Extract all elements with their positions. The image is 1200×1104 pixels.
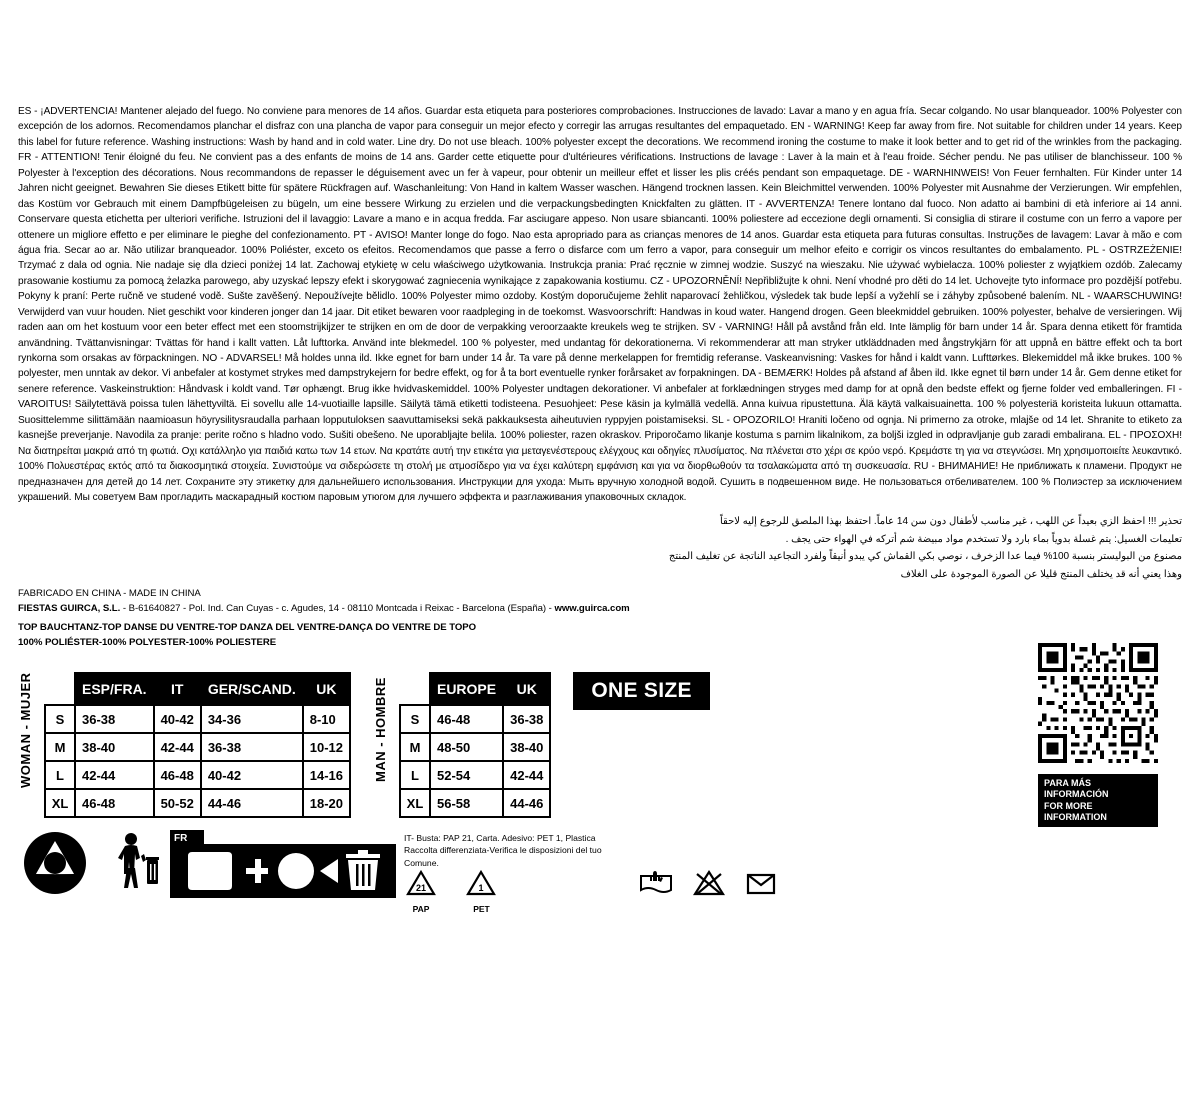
woman-col-4: UK	[303, 673, 350, 705]
man-row-0-europe: 46-48	[430, 705, 503, 733]
made-in-line: FABRICADO EN CHINA - MADE IN CHINA	[18, 588, 201, 599]
qr-caption-en: FOR MORE INFORMATION	[1044, 800, 1107, 822]
man-size-table	[399, 672, 551, 818]
svg-text:21: 21	[415, 883, 427, 893]
material-triangle-pap-label: PAP	[412, 904, 430, 914]
manufacturer-block	[18, 587, 630, 650]
arabic-line-3: مصنوع من البوليستر بنسبة 100% فيما عدا الزخرف ، نوصي بكي القماش كي يبدو أنيقاً ولفرد التجاعيد الناتجة عن تغليف المنتج	[668, 551, 1182, 562]
material-triangles	[404, 868, 520, 917]
woman-col-2: IT	[154, 673, 201, 705]
man-row-2-europe: 52-54	[430, 761, 503, 789]
company-website[interactable]: www.guirca.com	[554, 602, 630, 614]
table-row	[45, 733, 350, 761]
woman-row-0-it: 40-42	[154, 705, 201, 733]
man-row-3-size: XL	[400, 789, 430, 817]
man-col-2: UK	[503, 673, 550, 705]
table-header-row	[400, 673, 550, 705]
man-size-table-wrap	[373, 672, 551, 818]
man-col-0	[400, 673, 430, 705]
care-instructions-paragraph	[18, 104, 1182, 505]
italy-note-line-1: IT- Busta: PAP 21, Carta. Adesivo: PET 1, Plastica	[404, 833, 596, 843]
woman-row-1-uk: 10-12	[303, 733, 350, 761]
italy-note-line-2: Raccolta differenziata-Verifica le disposizioni del tuo Comune.	[404, 845, 602, 868]
table-row	[45, 761, 350, 789]
woman-side-label: WOMAN - MUJER	[18, 672, 33, 788]
woman-size-table	[44, 672, 351, 818]
care-instructions-text: ES - ¡ADVERTENCIA! Mantener alejado del fuego. No conviene para menores de 14 años. Guardar esta etiqueta para posteriores comprobaciones. Instrucciones de lavado: Lavar a mano y en agua fría. Secar colgando. No usar blanqueador. 100% Polyester con excepción de los adornos. Recomendamos planchar el disfraz con una plancha de vapor para conseguir un mejor efecto y corregir las arrugas resultantes del empaquetado. EN - WARNING! Keep far away from fire. Not suitable for children under 14 years. Keep this label for future reference. Washing instructions: Wash by hand and in cold water. Line dry. Do not use bleach. 100% polyester except the decorations. We recommend ironing the costume to make it look better and to get rid of the wrinkles from the packaging. FR - ATTENTION! Tenir éloigné du feu. Ne convient pas a des enfants de moins de 14 ans. Garder cette etiquette pour d'ultérieures vérifications. Instructions de lavage : Laver à la main et à l'eau froide. Sécher pendu. Ne pas utiliser de blanchisseur. 100 % Polyester à l'exception des décorations. Nous recommandons de repasser le déguisement avec un fer à vapeur, pour obtenir un meilleur effet et lisser les plis créés pendant son empaquetage. DE - WARNHINWEIS! Von Feuer fernhalten. Für Kinder unter 14 Jahren nicht geeignet. Bewahren Sie dieses Etikett bitte für spätere Rückfragen auf. Waschanleitung: Von Hand in kaltem Wasser waschen. Hängend trocknen lassen. Kein Bleichmittel verwenden. 100% Polyester mit Ausnahme der Verzierungen. Wir empfehlen, das Kostüm vor Gebrauch mit einem Dampfbügeleisen zu bügeln, um eine bessere Wirkung zu erzielen und die verpackungsbedingten Knickfalten zu glätten. IT - AVVERTENZA! Tenere lontano dal fuoco. Non adatto ai bambini di età inferiore ai 14 anni. Conservare questa etichetta per ulteriori verifiche. Istruzioni del il lavaggio: Lavare a mano e in acqua fredda. Far asciugare appeso. Non usare sbiancanti. 100% poliestere ad eccezione degli ornamenti. Si consiglia di stirare il costume con un ferro a vapore per ottenere un migliore effetto e per eliminare le pieghe del confezionamento. PT - AVISO! Manter longe do fogo. Nao esta apropriado para as crianças menores de 14 anos. Guardar esta etiqueta para futuras consultas. Instruções de lavagem: Lavar à mão e com água fria. Secar ao ar. Não utilizar branqueador. 100% Poliéster, exceto os efeitos. Recomendamos que passe a ferro o disfarce com um ferro a vapor, para conseguir um melhor efeito e corrigir os vincos resultantes do embalamento. PL - OSTRZEŻENIE! Trzymać z dala od ognia. Nie nadaje się dla dzieci poniżej 14 lat. Zachowaj etykietę w celu właściwego użytkowania. Instrukcja prania: Prać ręcznie w zimnej wodzie. Suszyć na wieszaku. Nie używać wybielacza. 100% poliester z wyjątkiem ozdób. Zalecamy prasowanie kostiumu za pomocą żelazka parowego, aby uzyskać lepszy efekt i skorygować zagniecenia wynikające z zapakowania kostiumu. CZ - UPOZORNĚNÍ! Nepřibližujte k ohni. Není vhodné pro děti do 14 let. Uchovejte tyto informace pro pozdější potřebu. Pokyny k praní: Perte ručně ve studené vodě. Sušte zavěšený. Nepoužívejte bělidlo. 100% Polyester mimo ozdoby. Kostým doporučujeme žehlit naparovací žehličkou, výsledek tak bude lepší a vyžehlí se i záhyby způsobené balením. NL - WAARSCHUWING! Verwijderd van vuur houden. Niet geschikt voor kinderen jonger dan 14 jaar. Dit etiket bewaren voor raadpleging in de toekomst. Wasvoorschrift: Handwas in koud water. Hangend drogen. Geen bleekmiddel gebruiken. 100% polyester, behalve de versieringen. Wij raden aan om het kostuum voor een beter effect met een stoomstrijkijzer te strijken en om de door de verpakking veroorzaakte kreukels weg te strijken. SV - VARNING! Håll på avstånd från eld. Inte lämplig för barn under 14 år. Spara denna etikett för framtida användning. Tvättanvisningar: Tvättas för hand i kallt vatten. Låt lufttorka. Använd inte blekmedel. 100 % polyester, med undantag för dekorationerna. Vi rekommenderar att man stryker utkläddnaden med ångstrykjärn för att uppnå en bättre effekt och ta bort rynkorna som orsakas av förpackningen. NO - ADVARSEL! Må holdes unna ild. Ikke egnet for barn under 14 år. Ta vare på denne merkelappen for fremtidig referanse. Vaskeanvisning: Vaskes for hånd i kaldt vann. Lufttørkes. Blekemiddel må ikke brukes. 100 % polyester, men unntak av dekor. Vi anbefaler at kostymet strykes med dampstrykejern for bedre effekt, og for å ta bort eventuelle rynker forårsaket av forpakningen. DA - BEMÆRK! Holdes på afstand af åben ild. Ikke egnet til børn under 14 år. Gem denne etiket for senere reference. Vaskeinstruktion: Håndvask i koldt vand. Tør ophængt. Brug ikke hvidvaskemiddel. 100% Polyester undtagen dekorationer. Vi anbefaler at forklædningen stryges med damp for at opnå den bedste effekt og fjerne folder ved emballeringen. FI - VAROITUS! Säilytettävä poissa tulen lähettyviltä. Ei sovellu alle 14-vuotiaille lapsille. Säilytä tämä etiketti todisteena. Pesuohjeet: Pese käsin ja kylmällä vedellä. Anna kuivua ripustettuna. Älä käytä valkaisuainetta. 100 % polyesteriä koristeita lukuun ottamatta. Suosittelemme silittämään naamioasun höyrysilitysraudalla parhaan lopputuloksen saavuttamiseksi sekä pakkauksesta aiheutuvien ryppyjen poistamiseksi. SL - OPOZORILO! Hraniti ločeno od ognja. Ni primerno za otroke, mlajše od 14 let. Shranite to etiketo za kasnejše preverjanje. Navodila za pranje: perite ročno s hladno vodo. Sušiti obešeno. Ne uporabljajte belila. 100% poliester, razen okraskov. Priporočamo likanje kostuma s parnim likalnikom, za boljši izgled in odpravljanje gub zaradi embalirana. EL - ΠΡΟΣΟΧΗ! Να διατηρείται μακριά από τη φωτιά. Οχι κατάλληλο για παιδιά κατω τωv 14 ετωv. Να κρατάτε αυτή την ετικέτα για μεταγενέστερους ελέγχους και οδηγίες πλυσίματος. Να πλένεται στο χέρι σε κρύο νερό. Κρεμάστε τη για να στεγνώσει. Μη χρησιμοποιείτε λευκαντικό. 100% Πολυεστέρας εκτός από τα διακοσμητικά στοιχεία. Συνιστούμε να σιδερώσετε τη στολή με ατμοσίδερο για να έχει καλύτερη εμφάνιση και για να διορθωθούν τα τσαλακώματα από τη συσκευασία. RU - ВНИМАНИЕ! Не приближать к пламени. Продукт не предназначен для детей до 14 лет. Сохраните эту этикетку для дальнейшего использования. Инструкции для ухода: Мыть вручную холодной водой. Сушить в подвешенном виде. Не пользоваться отбеливателем. 100 % Полиэстер за исключением украшений. Мы советуем Вам прогладить маскарадный костюм паровым утюгом для лучшего эффекта и разглаживания упаковочных складок.	[18, 106, 1182, 503]
man-row-0-uk: 36-38	[503, 705, 550, 733]
qr-caption	[1038, 774, 1158, 827]
qr-code-icon[interactable]	[1038, 643, 1158, 763]
do-not-bleach-icon	[692, 868, 726, 903]
symbol-row	[18, 826, 1182, 926]
man-row-3-europe: 56-58	[430, 789, 503, 817]
woman-size-table-wrap	[18, 672, 351, 818]
woman-col-1: ESP/FRA.	[75, 673, 154, 705]
table-header-row	[45, 673, 350, 705]
arabic-line-4: وهذا يعني أنه قد يختلف المنتج قليلا عن الصورة الموجودة على الغلاف	[900, 568, 1182, 580]
woman-row-2-esp: 42-44	[75, 761, 154, 789]
table-row	[400, 705, 550, 733]
woman-row-2-size: L	[45, 761, 75, 789]
table-row	[45, 705, 350, 733]
wash-symbols	[638, 868, 791, 903]
woman-row-1-esp: 38-40	[75, 733, 154, 761]
man-row-1-uk: 38-40	[503, 733, 550, 761]
material-triangle-pet	[464, 868, 498, 914]
man-row-3-uk: 44-46	[503, 789, 550, 817]
fr-packaging-sorting-icon	[170, 830, 396, 903]
woman-row-3-ger: 44-46	[201, 789, 303, 817]
tidyman-icon	[114, 832, 160, 895]
material-triangle-pap	[404, 868, 438, 914]
table-row	[400, 733, 550, 761]
company-address: - B-61640827 - Pol. Ind. Can Cuyas - c. Agudes, 14 - 08110 Montcada i Reixac - Barcelona (España) -	[120, 602, 555, 614]
arabic-line-1: تحذير !!! احفظ الزي بعيداً عن اللهب ، غير مناسب لأطفال دون سن 14 عاماً. احتفظ بهذا الملصق للرجوع إليه لاحقاً	[719, 516, 1182, 527]
one-size-wrap	[573, 672, 709, 710]
woman-col-3: GER/SCAND.	[201, 673, 303, 705]
woman-row-3-size: XL	[45, 789, 75, 817]
product-name-line: TOP BAUCHTANZ-TOP DANSE DU VENTRE-TOP DANZA DEL VENTRE-DANÇA DO VENTRE DE TOPO	[18, 621, 477, 633]
woman-row-3-uk: 18-20	[303, 789, 350, 817]
man-row-1-europe: 48-50	[430, 733, 503, 761]
woman-row-0-ger: 34-36	[201, 705, 303, 733]
man-row-0-size: S	[400, 705, 430, 733]
man-row-2-size: L	[400, 761, 430, 789]
one-size-badge: ONE SIZE	[573, 672, 709, 710]
woman-row-2-uk: 14-16	[303, 761, 350, 789]
composition-line: 100% POLIÉSTER-100% POLYESTER-100% POLIESTERE	[18, 636, 277, 648]
man-col-1: EUROPE	[430, 673, 503, 705]
table-row	[400, 761, 550, 789]
woman-row-0-esp: 36-38	[75, 705, 154, 733]
tumble-dry-icon	[745, 868, 777, 903]
woman-row-2-it: 46-48	[154, 761, 201, 789]
man-side-label: MAN - HOMBRE	[372, 677, 388, 783]
svg-text:FR: FR	[174, 833, 188, 844]
qr-caption-es: PARA MÁS INFORMACIÓN	[1044, 778, 1109, 800]
woman-row-2-ger: 40-42	[201, 761, 303, 789]
woman-row-1-size: M	[45, 733, 75, 761]
italy-packaging-note	[404, 832, 634, 869]
man-row-2-uk: 42-44	[503, 761, 550, 789]
qr-block	[1038, 643, 1164, 827]
woman-row-3-esp: 46-48	[75, 789, 154, 817]
woman-row-0-size: S	[45, 705, 75, 733]
size-tables	[18, 672, 710, 818]
arabic-line-2: تعليمات الغسيل: يتم غسلة بدوياً بماء بارد ولا تستخدم مواد مبيضة شم أتركه في الهواء حتى يجف .	[785, 533, 1182, 545]
woman-row-0-uk: 8-10	[303, 705, 350, 733]
man-row-1-size: M	[400, 733, 430, 761]
company-name: FIESTAS GUIRCA, S.L.	[18, 602, 121, 614]
woman-row-3-it: 50-52	[154, 789, 201, 817]
table-row	[45, 789, 350, 817]
woman-row-1-ger: 36-38	[201, 733, 303, 761]
arabic-care-instructions	[542, 513, 1182, 583]
table-row	[400, 789, 550, 817]
woman-col-0	[45, 673, 75, 705]
company-address-line	[18, 602, 630, 617]
hand-wash-icon	[638, 868, 674, 903]
recycling-moebius-icon	[24, 832, 86, 899]
material-triangle-pet-label: PET	[473, 904, 490, 914]
woman-row-1-it: 42-44	[154, 733, 201, 761]
svg-text:1: 1	[478, 883, 484, 893]
